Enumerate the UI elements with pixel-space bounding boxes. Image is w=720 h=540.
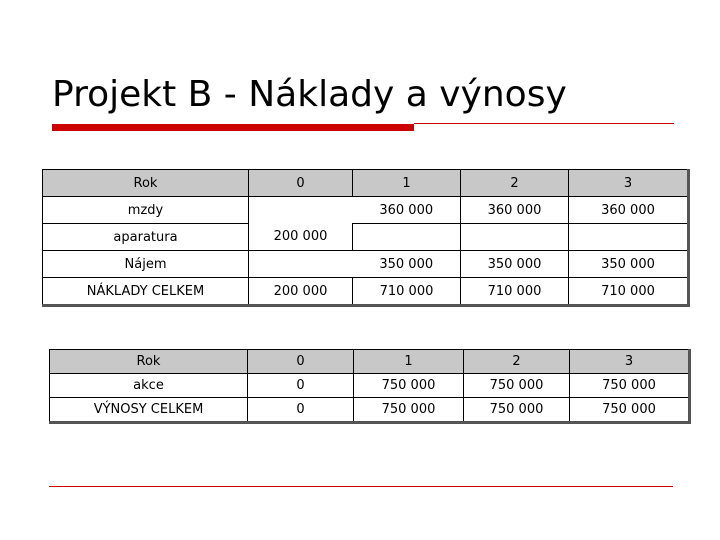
table-row [43, 278, 689, 306]
table-cell [569, 224, 689, 251]
table-cell: 200 000 [249, 278, 353, 306]
header-cell: 2 [461, 170, 569, 197]
table-cell: 750 000 [570, 374, 690, 398]
footer-rule [49, 486, 673, 487]
table-cell: 750 000 [354, 398, 464, 423]
table-cell [249, 197, 353, 224]
table-header-row [43, 170, 689, 197]
table-cell: 710 000 [569, 278, 689, 306]
table-cell [461, 224, 569, 251]
table-row [50, 398, 690, 423]
table-cell: 710 000 [461, 278, 569, 306]
row-label: akce [50, 374, 248, 398]
table-cell: 350 000 [461, 251, 569, 278]
table-row [43, 251, 689, 278]
table-cell: 360 000 [569, 197, 689, 224]
table-cell: 350 000 [569, 251, 689, 278]
header-cell: 2 [464, 350, 570, 374]
row-label: VÝNOSY CELKEM [50, 398, 248, 423]
costs-table [42, 169, 690, 307]
table-cell: 750 000 [354, 374, 464, 398]
table-cell: 710 000 [353, 278, 461, 306]
header-cell: Rok [43, 170, 249, 197]
header-cell: 3 [569, 170, 689, 197]
title-underline-thick [52, 124, 414, 131]
table-cell: 350 000 [353, 251, 461, 278]
table-cell: 750 000 [464, 398, 570, 423]
header-cell: 3 [570, 350, 690, 374]
table-cell: 750 000 [570, 398, 690, 423]
revenue-table [49, 349, 691, 424]
header-cell: Rok [50, 350, 248, 374]
table-cell [353, 224, 461, 251]
header-cell: 0 [248, 350, 354, 374]
table-cell: 0 [248, 374, 354, 398]
table-cell [249, 251, 353, 278]
row-label: mzdy [43, 197, 249, 224]
table-cell: 200 000 [249, 224, 353, 251]
table-row [50, 374, 690, 398]
table-row [43, 197, 689, 224]
header-cell: 0 [249, 170, 353, 197]
header-cell: 1 [353, 170, 461, 197]
table-cell: 360 000 [461, 197, 569, 224]
table-cell: 0 [248, 398, 354, 423]
table-cell: 360 000 [353, 197, 461, 224]
title-underline-thin [414, 123, 674, 124]
table-header-row [50, 350, 690, 374]
row-label: Nájem [43, 251, 249, 278]
table-cell: 750 000 [464, 374, 570, 398]
row-label: NÁKLADY CELKEM [43, 278, 249, 306]
page-title: Projekt B - Náklady a výnosy [52, 74, 567, 115]
header-cell: 1 [354, 350, 464, 374]
row-label: aparatura [43, 224, 249, 251]
table-row [43, 224, 689, 251]
